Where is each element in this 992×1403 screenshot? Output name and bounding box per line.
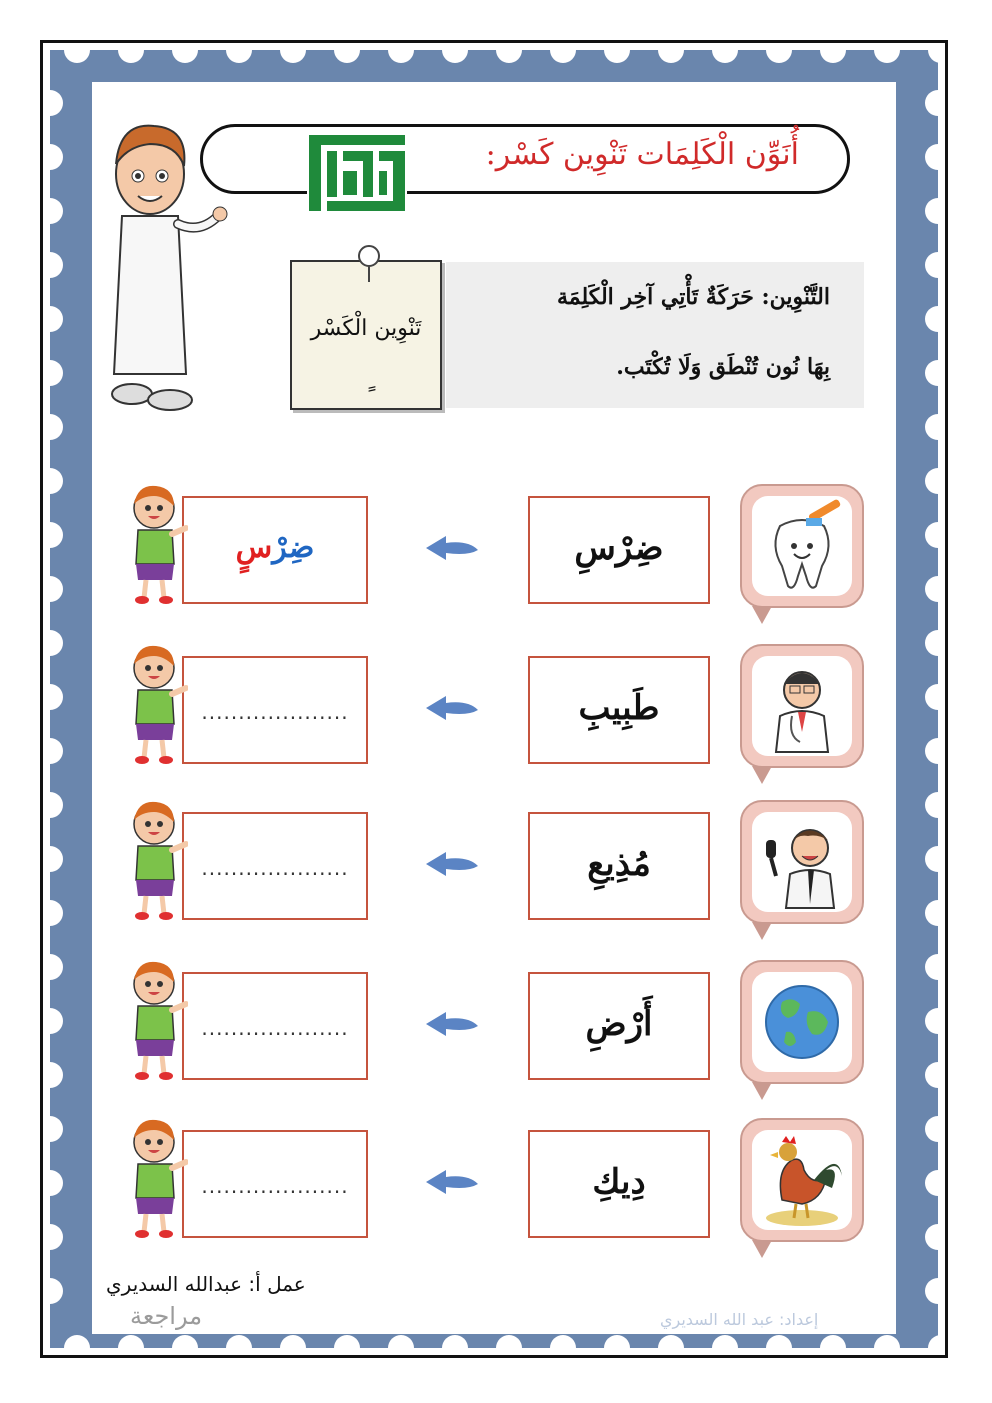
stamp-perforation (874, 1335, 900, 1348)
stamp-perforation (925, 144, 938, 170)
stamp-perforation (50, 414, 63, 440)
stamp-perforation (50, 144, 63, 170)
stamp-perforation (766, 1335, 792, 1348)
stamp-perforation (388, 1335, 414, 1348)
kid-character-illustration (128, 484, 188, 608)
left-arrow-icon (424, 1168, 480, 1196)
definition-box (446, 262, 864, 408)
kid-character-illustration (128, 644, 188, 768)
stamp-perforation (442, 1335, 468, 1348)
stamp-perforation (820, 50, 846, 63)
word-box (528, 972, 710, 1080)
stamp-perforation (766, 50, 792, 63)
answer-box[interactable] (182, 1130, 368, 1238)
stamp-perforation (118, 1335, 144, 1348)
word-box (528, 656, 710, 764)
stamp-perforation (334, 50, 360, 63)
word-text: طَبِيبِ (578, 688, 660, 728)
broadcaster-icon (752, 812, 852, 912)
stamp-perforation (712, 50, 738, 63)
stamp-perforation (334, 1335, 360, 1348)
stamp-perforation (925, 414, 938, 440)
stamp-perforation (226, 1335, 252, 1348)
word-box (528, 496, 710, 604)
stamp-perforation (118, 50, 144, 63)
stamp-perforation (550, 1335, 576, 1348)
stamp-perforation (925, 198, 938, 224)
stamp-perforation (50, 198, 63, 224)
tooth-icon (752, 496, 852, 596)
left-arrow-icon (424, 850, 480, 878)
note-title: تَنْوِين الْكَسْر (310, 316, 422, 341)
answer-tanween-ending: سٍ (235, 530, 273, 565)
answer-blank-dots: .................... (201, 1016, 349, 1040)
speech-tail (752, 922, 772, 940)
earth-icon (752, 972, 852, 1072)
stamp-perforation (64, 50, 90, 63)
stamp-perforation (874, 50, 900, 63)
kufic-logo (305, 131, 409, 217)
exercise-row (0, 484, 992, 614)
word-text: ضِرْسِ (574, 528, 664, 568)
picture-card (740, 644, 864, 768)
answer-box[interactable] (182, 972, 368, 1080)
kid-character-illustration (128, 960, 188, 1084)
stamp-perforation (50, 252, 63, 278)
pushpin-icon (354, 244, 384, 284)
exercise-row (0, 960, 992, 1090)
word-text: مُذِيعِ (587, 844, 651, 884)
definition-line-1: التَّنْوِين: حَرَكَةٌ تَأْتِي آخِر الْكَلِمَة (557, 284, 830, 310)
stamp-perforation (925, 306, 938, 332)
stamp-perforation (925, 90, 938, 116)
picture-card (740, 484, 864, 608)
definition-line-2: بِهَا نُون تُنْطَق وَلَا تُكْتَب. (616, 354, 830, 380)
stamp-perforation (280, 1335, 306, 1348)
stamp-perforation (388, 50, 414, 63)
left-arrow-icon (424, 1010, 480, 1038)
stamp-perforation (712, 1335, 738, 1348)
stamp-perforation (50, 306, 63, 332)
exercise-row (0, 1118, 992, 1248)
kid-character-illustration (128, 800, 188, 924)
rooster-icon (752, 1130, 852, 1230)
picture-card (740, 960, 864, 1084)
stamp-perforation (925, 252, 938, 278)
stamp-perforation (604, 1335, 630, 1348)
answer-blank-dots: .................... (201, 1174, 349, 1198)
answer-box[interactable] (182, 496, 368, 604)
watermark-text: مراجعة (130, 1302, 203, 1330)
speech-tail (752, 1240, 772, 1258)
answer-box[interactable] (182, 812, 368, 920)
stamp-perforation (226, 50, 252, 63)
exercise-row (0, 644, 992, 774)
answer-blank-dots: .................... (201, 700, 349, 724)
left-arrow-icon (424, 534, 480, 562)
sticky-note (290, 260, 442, 410)
answer-text (184, 530, 366, 565)
stamp-perforation (280, 50, 306, 63)
answer-box[interactable] (182, 656, 368, 764)
stamp-perforation (928, 1335, 938, 1348)
stamp-perforation (172, 50, 198, 63)
left-arrow-icon (424, 694, 480, 722)
title-speech-bubble (200, 124, 850, 194)
answer-blank-dots: .................... (201, 856, 349, 880)
word-text: أَرْضِ (585, 1004, 653, 1044)
picture-card (740, 800, 864, 924)
stamp-perforation (50, 1278, 63, 1304)
stamp-perforation (658, 50, 684, 63)
speech-tail (752, 1082, 772, 1100)
tanween-kasr-mark (292, 364, 440, 392)
stamp-perforation (925, 360, 938, 386)
speech-tail (752, 606, 772, 624)
page-title: أُنَوِّن الْكَلِمَات تَنْوِين كَسْر: (485, 137, 799, 172)
word-box (528, 812, 710, 920)
stamp-perforation (925, 1278, 938, 1304)
stamp-perforation (604, 50, 630, 63)
stamp-perforation (50, 360, 63, 386)
stamp-perforation (496, 50, 522, 63)
exercise-row (0, 800, 992, 930)
author-credit: عمل أ: عبدالله السديري (106, 1272, 306, 1296)
stamp-perforation (496, 1335, 522, 1348)
answer-stem: ضِرْ (272, 530, 315, 565)
kid-character-illustration (128, 1118, 188, 1242)
stamp-perforation (64, 1335, 90, 1348)
stamp-perforation (550, 50, 576, 63)
word-text: دِيكِ (592, 1162, 646, 1202)
speech-tail (752, 766, 772, 784)
picture-card (740, 1118, 864, 1242)
word-box (528, 1130, 710, 1238)
stamp-perforation (658, 1335, 684, 1348)
stamp-perforation (820, 1335, 846, 1348)
stamp-perforation (928, 50, 938, 63)
stamp-perforation (442, 50, 468, 63)
doctor-icon (752, 656, 852, 756)
footer-credit: إعداد: عبد الله السديري (660, 1310, 819, 1329)
stamp-perforation (172, 1335, 198, 1348)
stamp-perforation (50, 90, 63, 116)
